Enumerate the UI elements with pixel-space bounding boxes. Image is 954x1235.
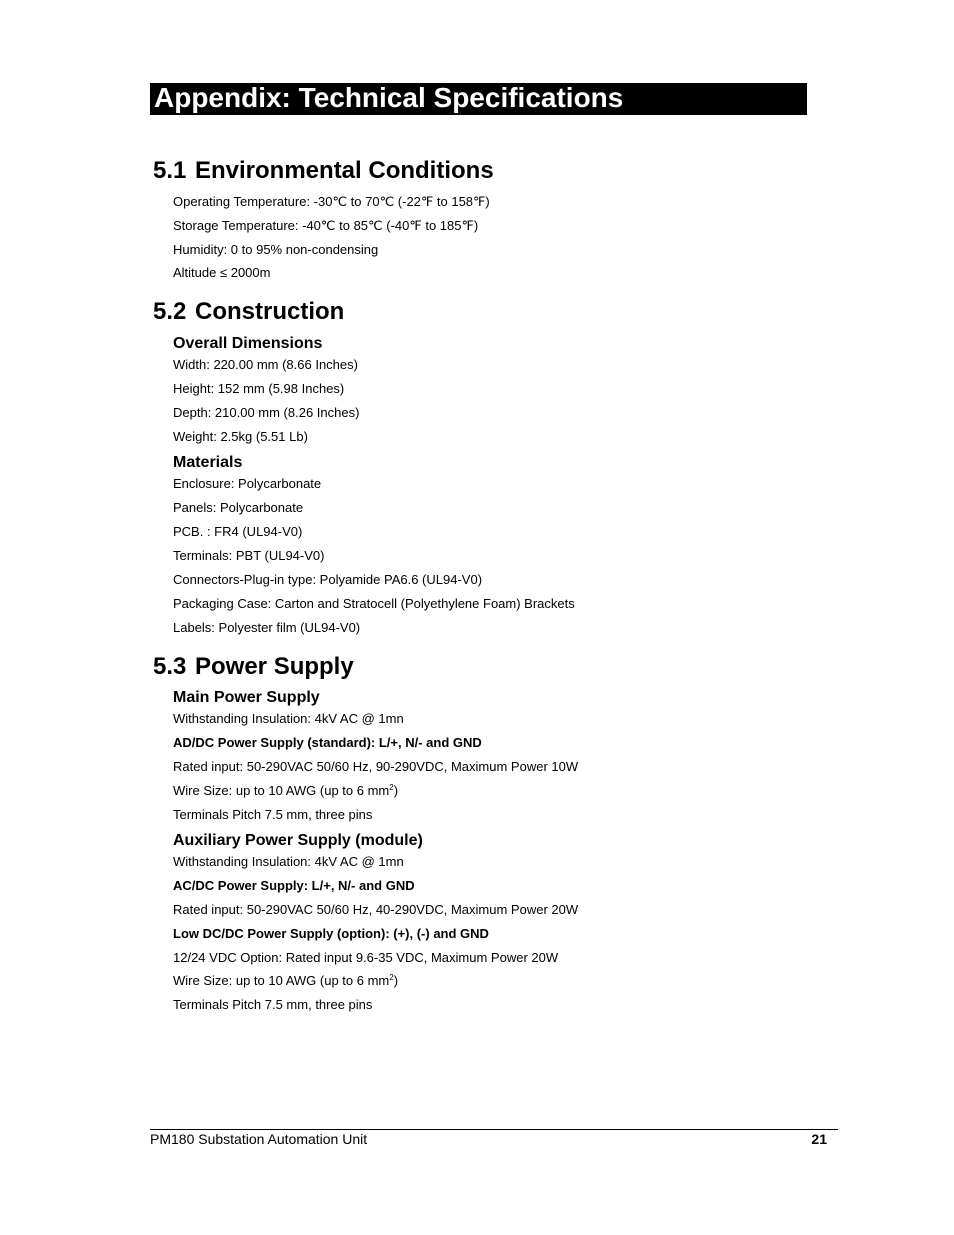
spec-line: 12/24 VDC Option: Rated input 9.6-35 VDC, Maximum Power 20W (173, 950, 559, 965)
spec-line: Connectors-Plug-in type: Polyamide PA6.6 (UL94-V0) (173, 572, 483, 587)
section-title: Environmental Conditions (195, 157, 494, 184)
appendix-title: Appendix: Technical Specifications (154, 82, 624, 113)
spec-line: Depth: 210.00 mm (8.26 Inches) (173, 405, 360, 420)
spec-subheading: Low DC/DC Power Supply (option): (+), (-) and GND (173, 926, 489, 941)
spec-line: Labels: Polyester film (UL94-V0) (173, 620, 361, 635)
spec-line: Rated input: 50-290VAC 50/60 Hz, 90-290VDC, Maximum Power 10W (173, 759, 579, 774)
spec-subheading: AD/DC Power Supply (standard): L/+, N/- and GND (173, 735, 482, 750)
spec-line: Terminals Pitch 7.5 mm, three pins (173, 997, 373, 1012)
section-number: 5.2 (153, 298, 187, 325)
subheading-overall-dimensions: Overall Dimensions (173, 335, 323, 352)
spec-line-wire-size (173, 783, 398, 799)
spec-line: Terminals: PBT (UL94-V0) (173, 548, 325, 563)
spec-line: Enclosure: Polycarbonate (173, 476, 322, 491)
spec-line: Altitude ≤ 2000m (173, 265, 271, 280)
section-title: Construction (195, 298, 345, 325)
section-heading-power-supply (153, 653, 354, 681)
wire-size-text: Wire Size: up to 10 AWG (up to 6 mm (173, 973, 390, 988)
spec-line: Terminals Pitch 7.5 mm, three pins (173, 807, 373, 822)
page-number: 21 (811, 1131, 827, 1147)
footer-title: PM180 Substation Automation Unit (150, 1131, 368, 1147)
spec-line: Weight: 2.5kg (5.51 Lb) (173, 429, 308, 444)
wire-size-close: ) (393, 973, 399, 988)
subheading-main-power-supply: Main Power Supply (173, 689, 320, 706)
section-heading-environmental (153, 157, 494, 185)
spec-line: Height: 152 mm (5.98 Inches) (173, 381, 345, 396)
wire-size-close: ) (393, 783, 399, 798)
spec-line-wire-size (173, 973, 398, 989)
subheading-auxiliary-power-supply: Auxiliary Power Supply (module) (173, 832, 423, 849)
superscript: 2 (389, 973, 394, 982)
spec-line: PCB. : FR4 (UL94-V0) (173, 524, 303, 539)
appendix-banner (150, 83, 807, 115)
spec-line: Humidity: 0 to 95% non-condensing (173, 242, 379, 257)
spec-line: Storage Temperature: -40℃ to 85℃ (-40℉ to 185℉) (173, 218, 479, 233)
spec-line: Rated input: 50-290VAC 50/60 Hz, 40-290VDC, Maximum Power 20W (173, 902, 579, 917)
spec-line: Packaging Case: Carton and Stratocell (Polyethylene Foam) Brackets (173, 596, 575, 611)
section-number: 5.3 (153, 653, 187, 680)
section-number: 5.1 (153, 157, 187, 184)
wire-size-text: Wire Size: up to 10 AWG (up to 6 mm (173, 783, 390, 798)
section-title: Power Supply (195, 653, 354, 680)
spec-line: Panels: Polycarbonate (173, 500, 304, 515)
spec-line: Width: 220.00 mm (8.66 Inches) (173, 357, 358, 372)
superscript: 2 (389, 783, 394, 792)
spec-subheading: AC/DC Power Supply: L/+, N/- and GND (173, 878, 415, 893)
subheading-materials: Materials (173, 454, 243, 471)
section-heading-construction (153, 298, 344, 326)
spec-line: Withstanding Insulation: 4kV AC @ 1mn (173, 711, 404, 726)
spec-line: Operating Temperature: -30℃ to 70℃ (-22℉ to 158℉) (173, 194, 490, 209)
spec-line: Withstanding Insulation: 4kV AC @ 1mn (173, 854, 404, 869)
